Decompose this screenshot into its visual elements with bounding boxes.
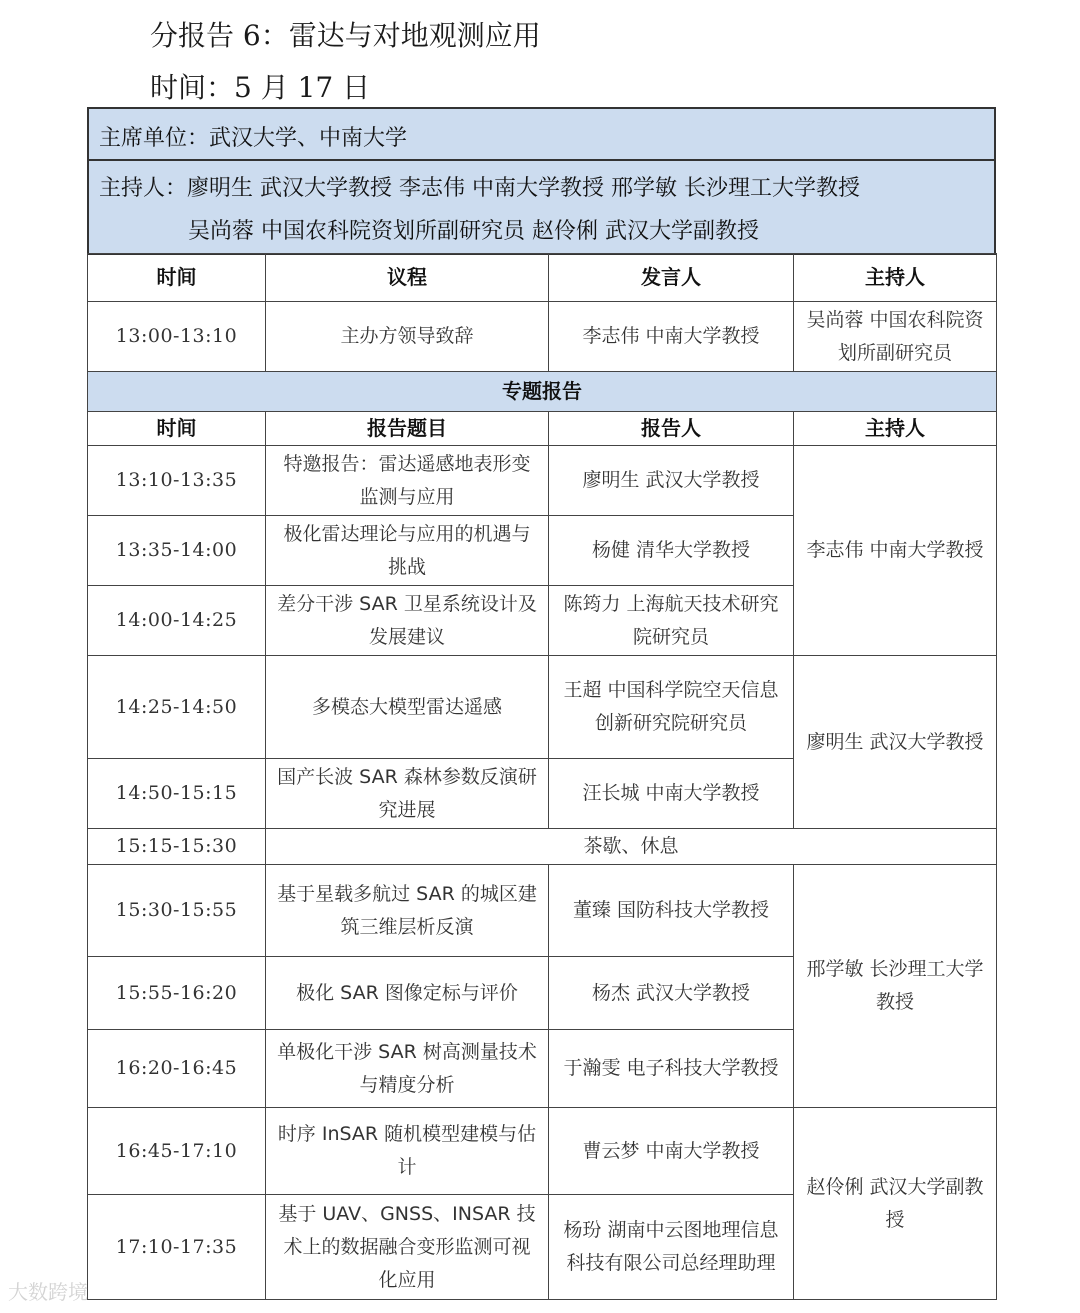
report-header-row — [88, 412, 997, 446]
col-header-time: 时间 — [88, 254, 266, 302]
row-speaker: 董臻 国防科技大学教授 — [549, 865, 794, 957]
chair-unit-text: 主席单位：武汉大学、中南大学 — [99, 126, 408, 151]
row-host: 李志伟 中南大学教授 — [794, 446, 997, 656]
watermark-logo: 大数跨境 — [8, 1280, 88, 1304]
opening-host: 吴尚蓉 中国农科院资划所副研究员 — [794, 302, 997, 372]
hosts-box — [87, 159, 996, 255]
report-date: 时间：5 月 17 日 — [150, 71, 371, 104]
row-time: 17:10-17:35 — [88, 1195, 266, 1300]
row-speaker: 曹云梦 中南大学教授 — [549, 1108, 794, 1195]
col-header-agenda: 议程 — [266, 254, 549, 302]
row-speaker: 廖明生 武汉大学教授 — [549, 446, 794, 516]
row-speaker: 汪长城 中南大学教授 — [549, 759, 794, 829]
row-speaker: 于瀚雯 电子科技大学教授 — [549, 1030, 794, 1108]
section-title: 专题报告 — [88, 372, 997, 412]
row-topic: 时序 InSAR 随机模型建模与估计 — [266, 1108, 549, 1195]
hosts-line-2: 吴尚蓉 中国农科院资划所副研究员 赵伶俐 武汉大学副教授 — [188, 219, 759, 244]
row-host: 廖明生 武汉大学教授 — [794, 656, 997, 829]
opening-header-row — [88, 254, 997, 302]
table-row — [88, 656, 997, 759]
section-band-row — [88, 372, 997, 412]
row-topic: 极化 SAR 图像定标与评价 — [266, 957, 549, 1030]
col-header-time: 时间 — [88, 412, 266, 446]
row-topic: 单极化干涉 SAR 树高测量技术与精度分析 — [266, 1030, 549, 1108]
row-topic: 极化雷达理论与应用的机遇与挑战 — [266, 516, 549, 586]
table-row — [88, 1108, 997, 1195]
row-time: 13:10-13:35 — [88, 446, 266, 516]
row-host: 邢学敏 长沙理工大学教授 — [794, 865, 997, 1108]
row-time: 16:20-16:45 — [88, 1030, 266, 1108]
col-header-host: 主持人 — [794, 412, 997, 446]
col-header-speaker: 报告人 — [549, 412, 794, 446]
row-host: 赵伶俐 武汉大学副教授 — [794, 1108, 997, 1300]
row-time: 15:55-16:20 — [88, 957, 266, 1030]
row-topic: 特邀报告：雷达遥感地表形变监测与应用 — [266, 446, 549, 516]
break-label: 茶歇、休息 — [266, 829, 997, 865]
row-topic: 差分干涉 SAR 卫星系统设计及发展建议 — [266, 586, 549, 656]
row-time: 14:50-15:15 — [88, 759, 266, 829]
break-time: 15:15-15:30 — [88, 829, 266, 865]
opening-row — [88, 302, 997, 372]
schedule-table — [87, 253, 997, 1300]
row-speaker: 王超 中国科学院空天信息创新研究院研究员 — [549, 656, 794, 759]
opening-agenda: 主办方领导致辞 — [266, 302, 549, 372]
opening-speaker: 李志伟 中南大学教授 — [549, 302, 794, 372]
opening-time: 13:00-13:10 — [88, 302, 266, 372]
col-header-host: 主持人 — [794, 254, 997, 302]
row-time: 13:35-14:00 — [88, 516, 266, 586]
row-time: 15:30-15:55 — [88, 865, 266, 957]
row-speaker: 杨杰 武汉大学教授 — [549, 957, 794, 1030]
row-topic: 国产长波 SAR 森林参数反演研究进展 — [266, 759, 549, 829]
hosts-line-1: 主持人：廖明生 武汉大学教授 李志伟 中南大学教授 邢学敏 长沙理工大学教授 — [99, 176, 860, 201]
row-time: 14:25-14:50 — [88, 656, 266, 759]
table-row — [88, 446, 997, 516]
row-speaker: 杨健 清华大学教授 — [549, 516, 794, 586]
row-topic: 基于星载多航过 SAR 的城区建筑三维层析反演 — [266, 865, 549, 957]
report-title: 分报告 6：雷达与对地观测应用 — [150, 19, 541, 52]
break-row — [88, 829, 997, 865]
table-row — [88, 865, 997, 957]
col-header-speaker: 发言人 — [549, 254, 794, 302]
col-header-topic: 报告题目 — [266, 412, 549, 446]
row-topic: 基于 UAV、GNSS、INSAR 技术上的数据融合变形监测可视化应用 — [266, 1195, 549, 1300]
row-time: 16:45-17:10 — [88, 1108, 266, 1195]
row-time: 14:00-14:25 — [88, 586, 266, 656]
chair-unit-box — [87, 107, 996, 161]
row-topic: 多模态大模型雷达遥感 — [266, 656, 549, 759]
row-speaker: 杨玢 湖南中云图地理信息科技有限公司总经理助理 — [549, 1195, 794, 1300]
row-speaker: 陈筠力 上海航天技术研究院研究员 — [549, 586, 794, 656]
